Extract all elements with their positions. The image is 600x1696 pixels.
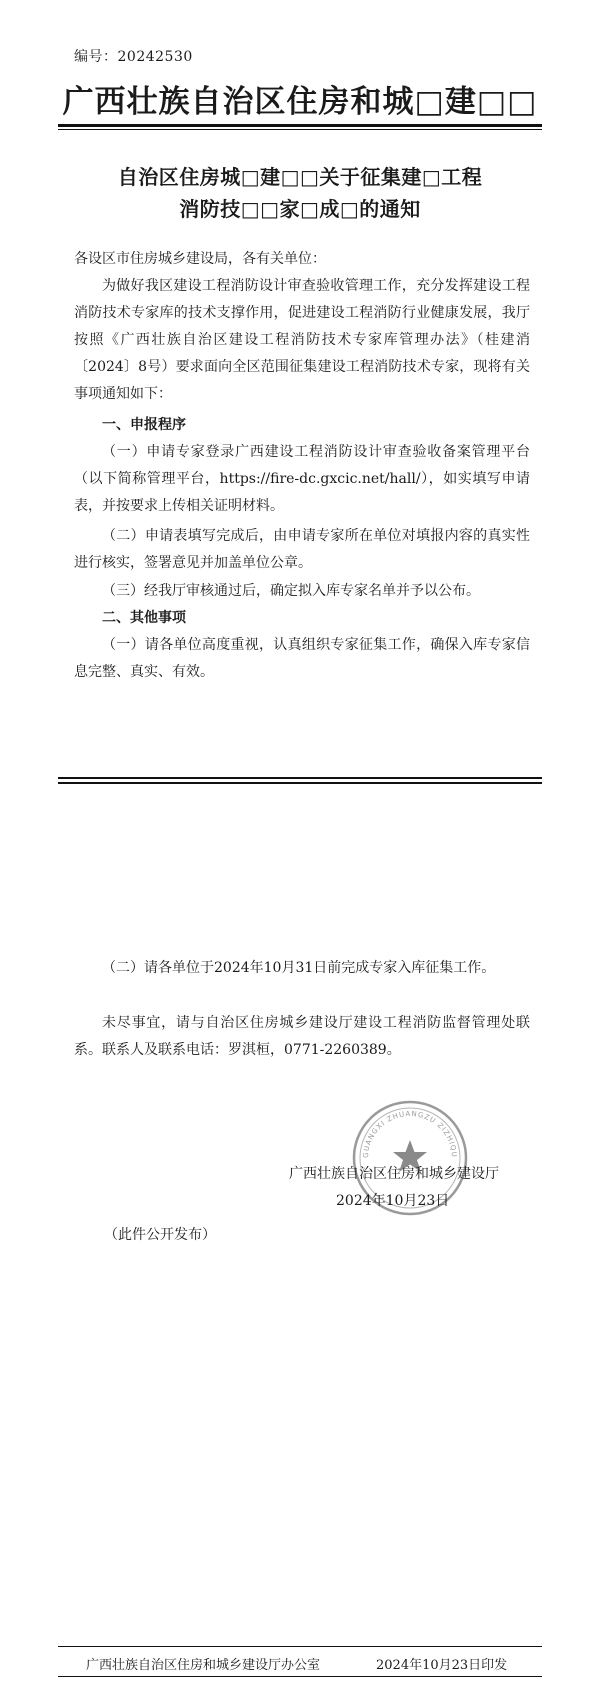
contact-paragraph: 未尽事宜，请与自治区住房城乡建设厅建设工程消防监督管理处联系。联系人及联系电话：罗淇桓，0771-2260389。: [74, 1015, 530, 1058]
section-1-item-2: （二）申请表填写完成后，由申请专家所在单位对填报内容的真实性进行核实，签署意见并加盖单位公章。: [74, 528, 530, 571]
footer-issuing-office: 广西壮族自治区住房和城乡建设厅办公室: [86, 1658, 321, 1673]
section-2-heading: 二、其他事项: [102, 610, 186, 626]
issuing-authority-masthead: 广西壮族自治区住房和城□建□□: [62, 84, 538, 120]
signature-organization: 广西壮族自治区住房和城乡建设厅: [289, 1166, 499, 1182]
document-footer: [58, 1648, 542, 1676]
page-separator-rule-top: [58, 777, 542, 779]
section-2-item-1: （一）请各单位高度重视，认真组织专家征集工作，确保入库专家信息完整、真实、有效。: [74, 637, 530, 680]
seal-ring-text: GUANGXI ZHUANGZU ZIZHIQU: [361, 1109, 459, 1159]
masthead-rule-thin: [58, 129, 542, 130]
masthead-rule-thick: [58, 124, 542, 127]
intro-paragraph: 为做好我区建设工程消防设计审查验收管理工作，充分发挥建设工程消防技术专家库的技术支撑作用，促进建设工程消防行业健康发展，我厅按照《广西壮族自治区建设工程消防技术专家库管理办法》（桂建消〔2024〕8号）要求面向全区范围征集建设工程消防技术专家，现将有关事项通知如下：: [74, 278, 530, 402]
footer-rule-bottom: [58, 1676, 542, 1677]
publish-note: （此件公开发布）: [104, 1227, 216, 1243]
section-1-item-3: （三）经我厅审核通过后，确定拟入库专家名单并予以公布。: [102, 583, 480, 599]
document-number: 编号：20242530: [74, 49, 193, 65]
page-separator-rule-bottom: [58, 782, 542, 784]
section-2-item-2: （二）请各单位于2024年10月31日前完成专家入库征集工作。: [102, 960, 496, 976]
section-1-heading: 一、申报程序: [102, 417, 186, 433]
signature-date: 2024年10月23日: [336, 1193, 450, 1209]
footer-print-date: 2024年10月23日印发: [376, 1658, 508, 1673]
salutation: 各设区市住房城乡建设局，各有关单位：: [74, 251, 326, 267]
notice-title-line-1: 自治区住房城□建□□关于征集建□工程: [117, 165, 483, 189]
footer-rule-top: [58, 1646, 542, 1647]
section-1-item-1: （一）申请专家登录广西建设工程消防设计审查验收备案管理平台（以下简称管理平台，https://fire-dc.gxcic.net/hall/），如实填写申请表，并按要求上传相关证明材料。: [74, 444, 530, 514]
notice-title-line-2: 消防技□□家□成□的通知: [179, 197, 421, 221]
